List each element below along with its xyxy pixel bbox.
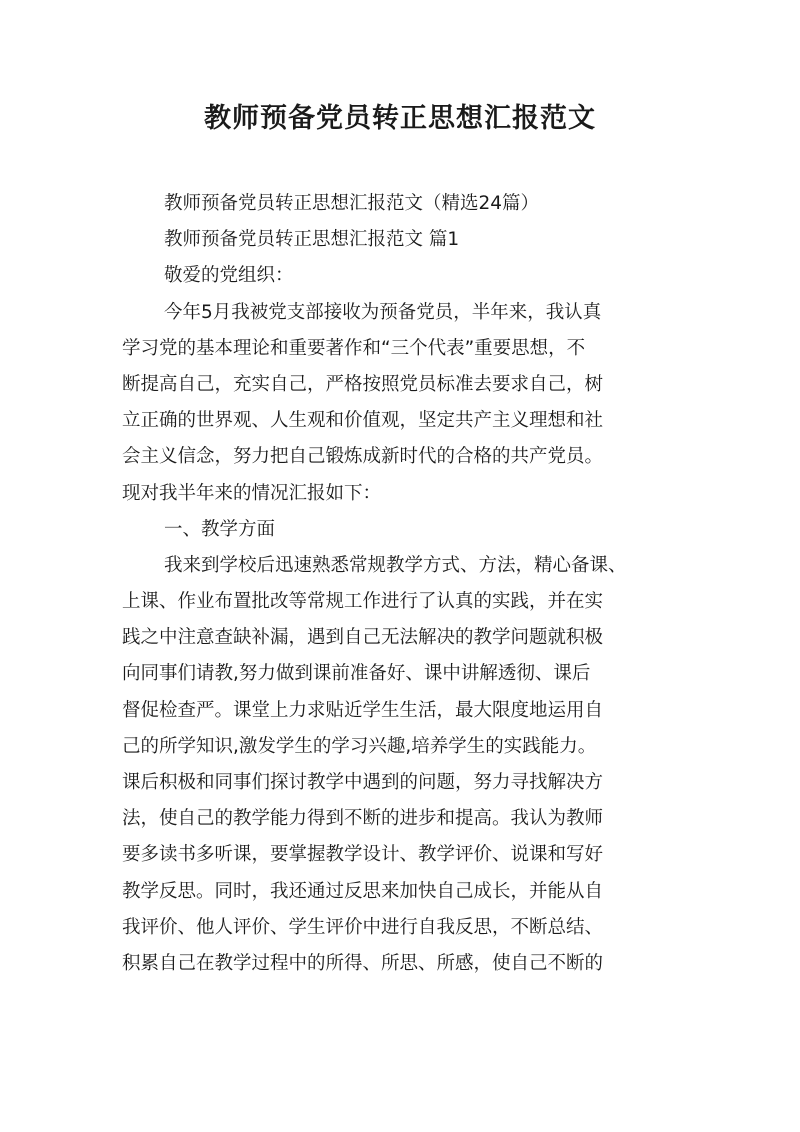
text-line: 课后积极和同事们探讨教学中遇到的问题，努力寻找解决方	[122, 772, 604, 793]
document-title: 教师预备党员转正思想汇报范文	[204, 103, 596, 134]
text-line: 会主义信念，努力把自己锻炼成新时代的合格的共产党员。	[122, 446, 604, 468]
text-line: 今年5月我被党支部接收为预备党员，半年来，我认真	[164, 301, 602, 323]
text-line: 要多读书多听课，要掌握教学设计、教学评价、说课和写好	[122, 844, 604, 866]
text-line: 立正确的世界观、人生观和价值观，坚定共产主义理想和社	[122, 410, 604, 432]
text-line: 学习党的基本理论和重要著作和“三个代表”重要思想，不	[122, 337, 586, 359]
text-line: 现对我半年来的情况汇报如下：	[122, 482, 382, 504]
text-line: 上课、作业布置批改等常规工作进行了认真的实践，并在实	[122, 591, 604, 613]
text-line: 督促检查严。课堂上力求贴近学生生活，最大限度地运用自	[122, 699, 604, 721]
text-line: 断提高自己，充实自己，严格按照党员标准去要求自己，树	[122, 373, 604, 395]
text-line: 教师预备党员转正思想汇报范文（精选24篇）	[164, 193, 540, 214]
text-line: 教学反思。同时，我还通过反思来加快自己成长，并能从自	[122, 880, 604, 902]
text-line: 践之中注意查缺补漏，遇到自己无法解决的教学问题就积极	[122, 627, 604, 649]
text-line: 向同事们请教,努力做到课前准备好、课中讲解透彻、课后	[122, 663, 591, 685]
text-line: 教师预备党员转正思想汇报范文 篇1	[164, 229, 460, 251]
text-line: 法，使自己的教学能力得到不断的进步和提高。我认为教师	[122, 808, 604, 830]
text-line: 我评价、他人评价、学生评价中进行自我反思，不断总结、	[122, 916, 604, 938]
text-line: 积累自己在教学过程中的所得、所思、所感，使自己不断的	[122, 952, 604, 974]
text-line: 一、教学方面	[164, 518, 276, 540]
text-line: 我来到学校后迅速熟悉常规教学方式、方法，精心备课、	[164, 554, 627, 576]
text-line: 敬爱的党组织：	[164, 265, 294, 287]
text-line: 己的所学知识,激发学生的学习兴趣,培养学生的实践能力。	[122, 735, 597, 757]
document-body	[122, 186, 682, 982]
